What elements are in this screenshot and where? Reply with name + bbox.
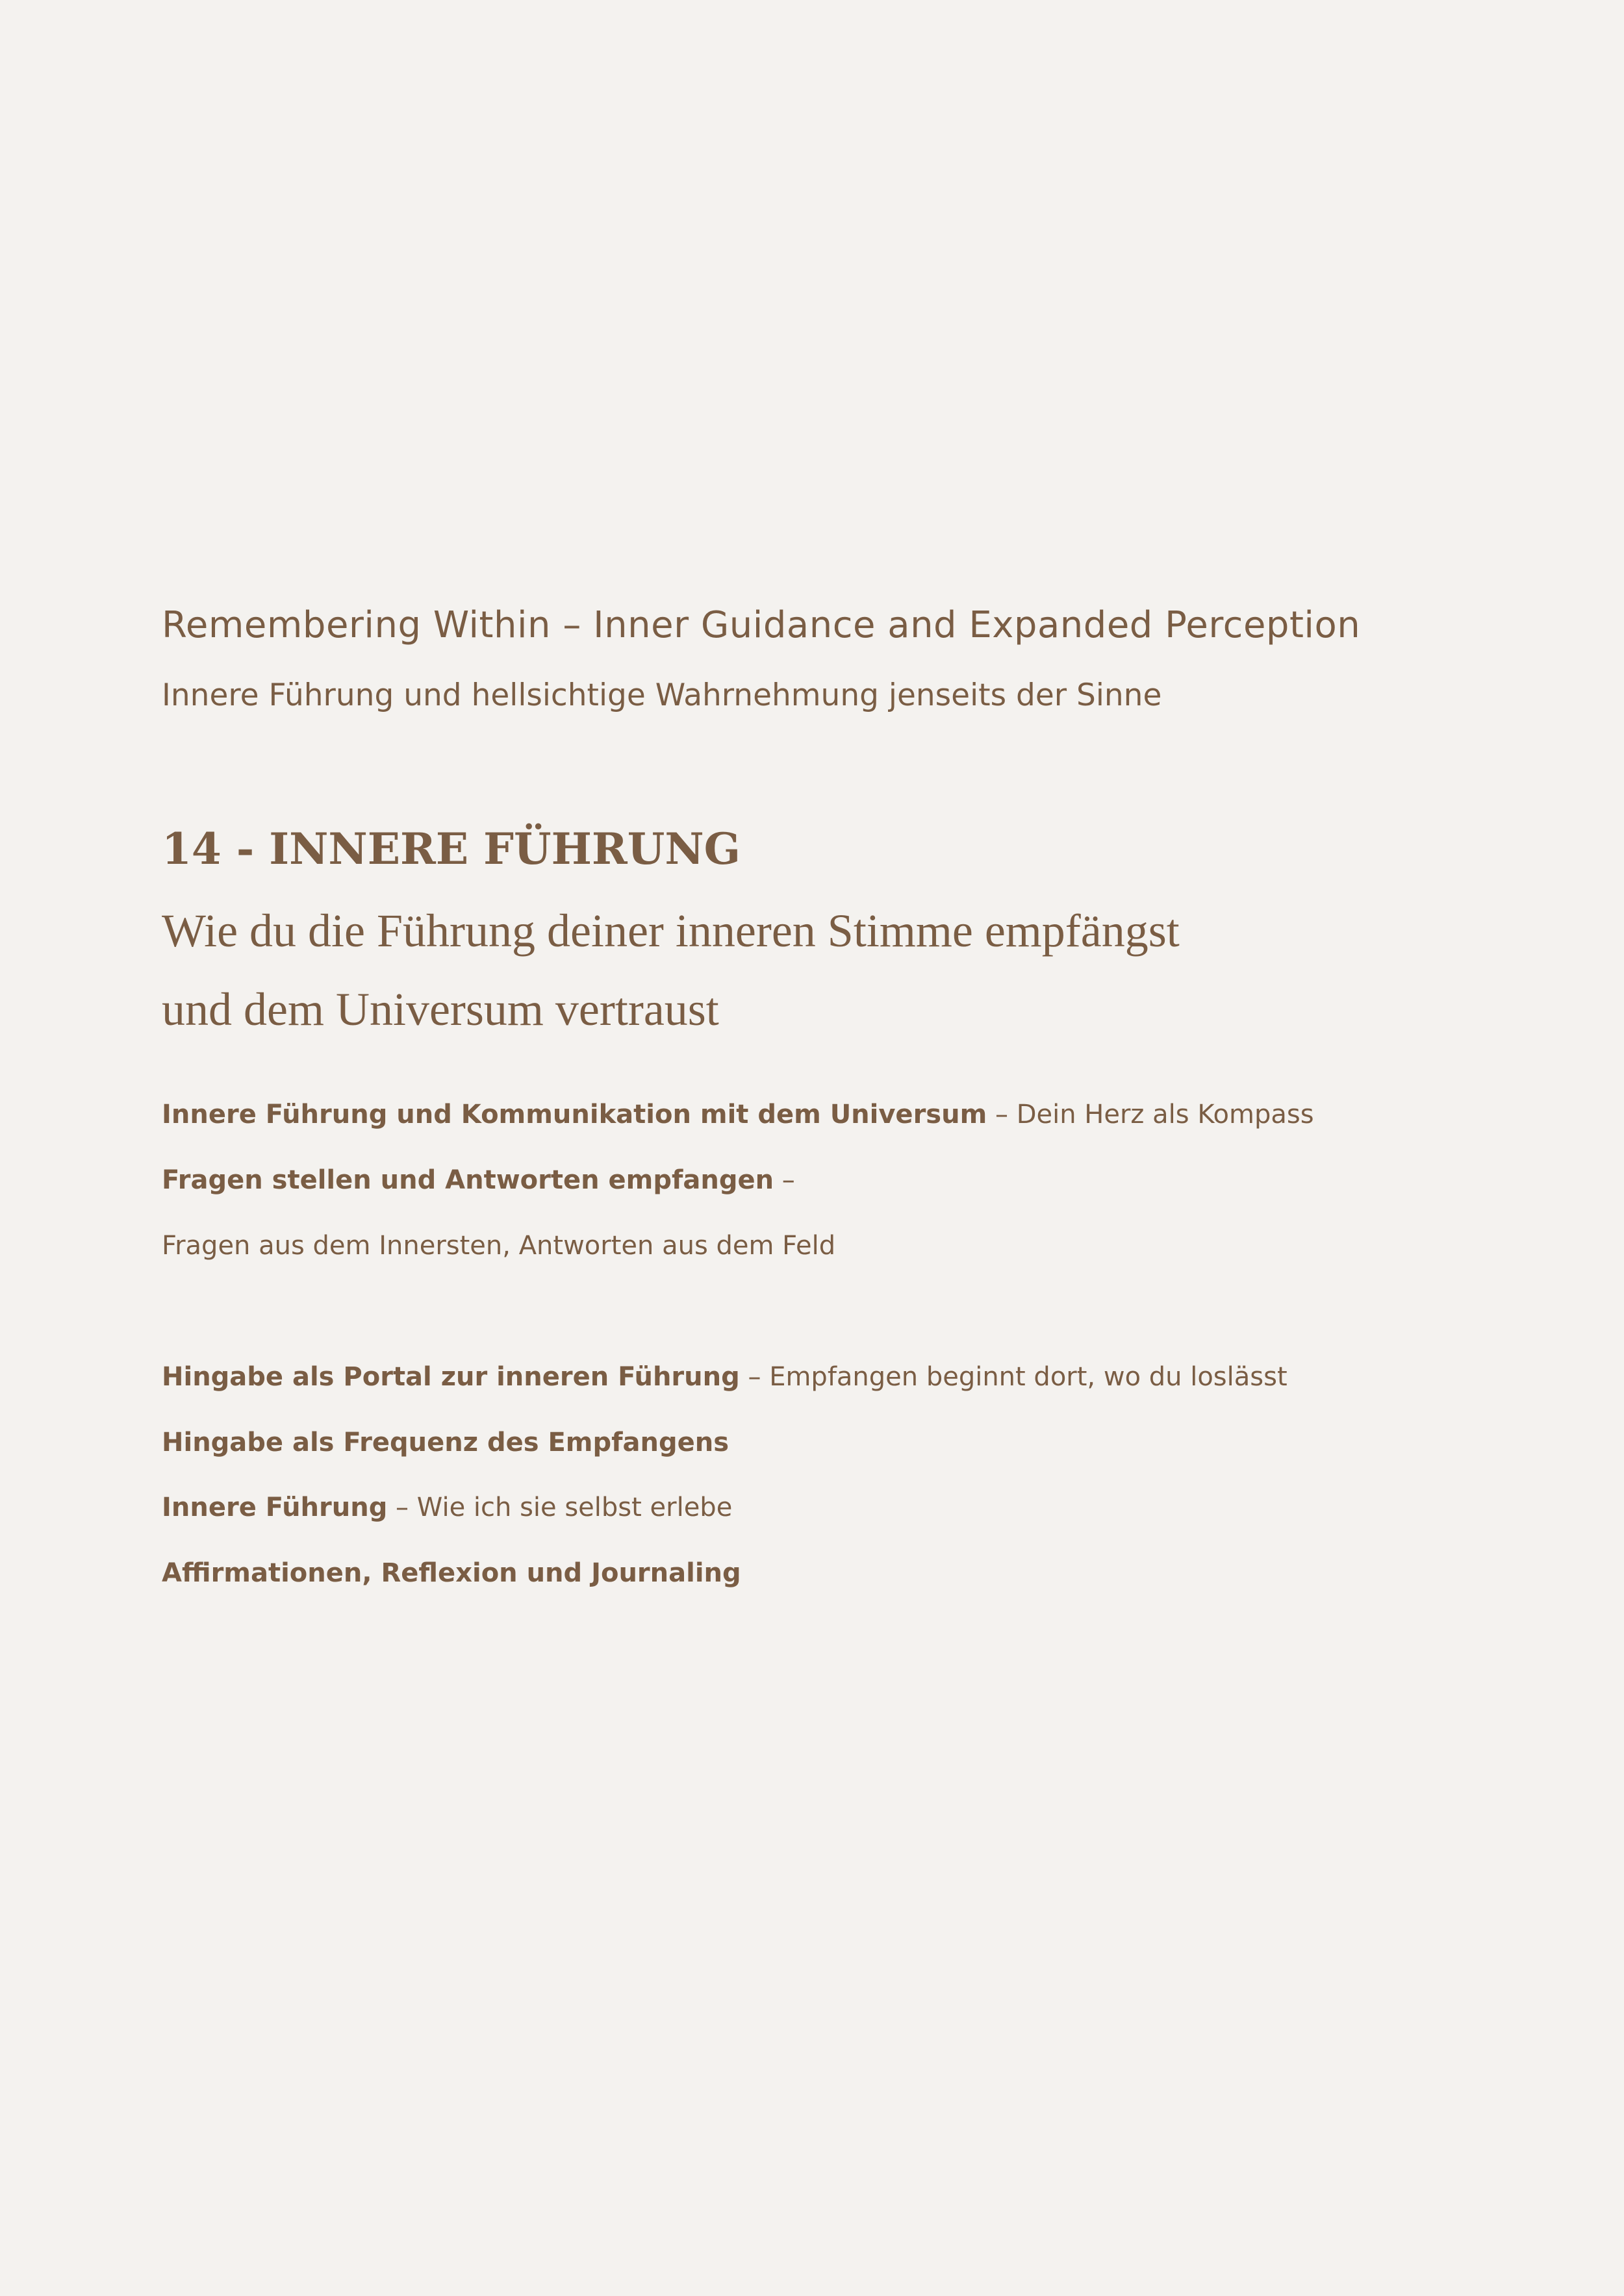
toc-item-separator: – [387,1493,417,1522]
toc-item [162,1558,741,1588]
toc-item [162,1362,1288,1392]
toc-item [162,1231,835,1261]
toc-item [162,1165,795,1195]
toc-item-description: Empfangen beginnt dort, wo du loslässt [769,1362,1288,1392]
chapter-subtitle-line-2: und dem Universum vertraust [162,983,719,1035]
toc-item-heading: Innere Führung [162,1493,388,1522]
book-title: Remembering Within – Inner Guidance and Expanded Perception [162,604,1361,646]
toc-item-heading: Hingabe als Frequenz des Empfangens [162,1428,730,1457]
toc-item [162,1100,1314,1129]
toc-item-description: Wie ich sie selbst erlebe [416,1493,733,1522]
toc-item-description: Dein Herz als Kompass [1016,1100,1314,1129]
book-subtitle: Innere Führung und hellsichtige Wahrnehmung jenseits der Sinne [162,677,1162,713]
chapter-title: 14 - INNERE FÜHRUNG [162,824,741,874]
toc-item [162,1428,729,1457]
toc-item-heading: Hingabe als Portal zur inneren Führung [162,1362,740,1392]
toc-item-heading: Affirmationen, Reflexion und Journaling [162,1558,741,1588]
toc-item-description: Fragen aus dem Innersten, Antworten aus dem Feld [162,1231,836,1261]
toc-item-heading: Innere Führung und Kommunikation mit dem Universum [162,1100,987,1129]
toc-item-heading: Fragen stellen und Antworten empfangen [162,1165,774,1195]
toc-item-separator: – [774,1165,795,1195]
toc-item-separator: – [739,1362,770,1392]
toc-item-separator: – [987,1100,1017,1129]
chapter-subtitle-line-1: Wie du die Führung deiner inneren Stimme empfängst [162,905,1180,957]
toc-item [162,1493,732,1522]
